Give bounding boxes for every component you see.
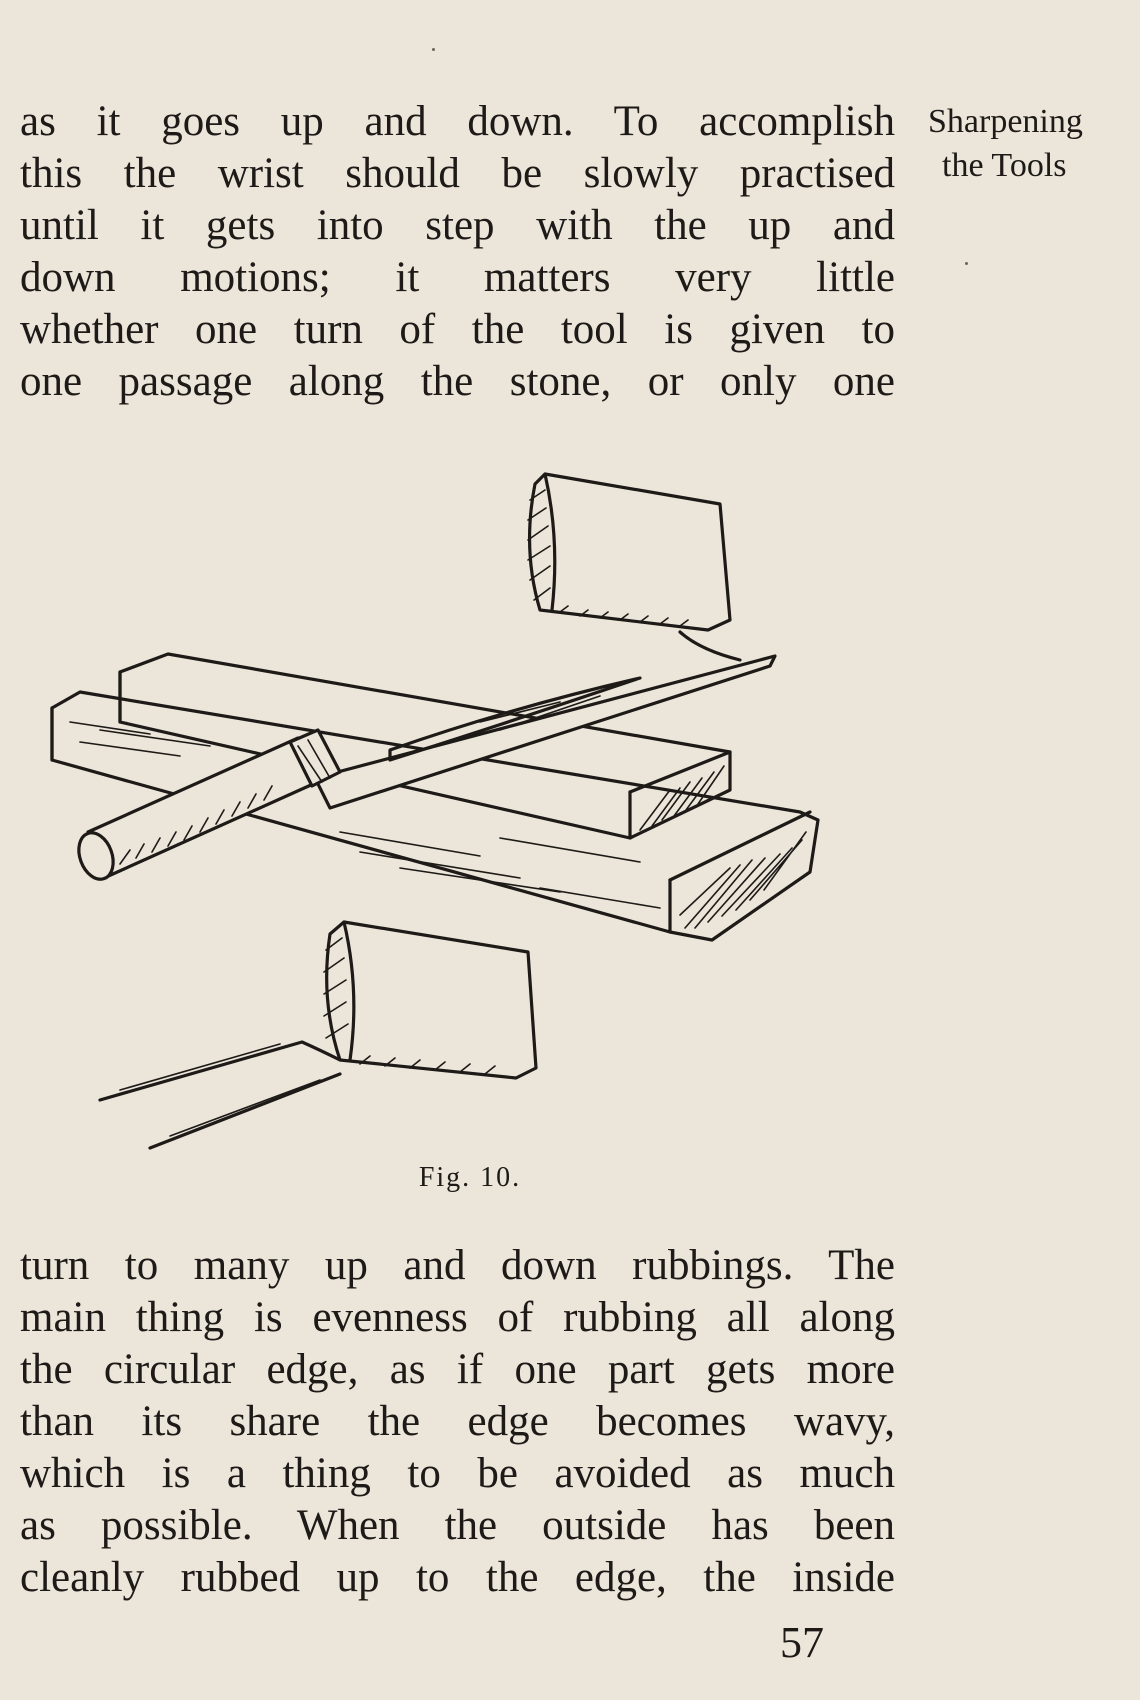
figure-illustration <box>40 460 900 1160</box>
gouge-sharpening-drawing <box>40 460 900 1160</box>
text-line: this the wrist should be slowly practised <box>20 150 895 197</box>
text-line: until it gets into step with the up and <box>20 202 895 249</box>
text-line: as possible. When the outside has been <box>20 1502 895 1549</box>
text-line: the circular edge, as if one part gets more <box>20 1346 895 1393</box>
gouge-tool <box>73 656 775 884</box>
paragraph-bottom <box>20 1240 895 1604</box>
text-line: turn to many up and down rubbings. The <box>20 1242 895 1289</box>
margin-heading <box>928 100 1128 188</box>
text-line: whether one turn of the tool is given to <box>20 306 895 353</box>
gouge-end-view-bottom <box>100 922 536 1148</box>
text-line: which is a thing to be avoided as much <box>20 1450 895 1497</box>
text-line: as it goes up and down. To accomplish <box>20 98 895 145</box>
text-line: main thing is evenness of rubbing all along <box>20 1294 895 1341</box>
text-line: than its share the edge becomes wavy, <box>20 1398 895 1445</box>
text-line: cleanly rubbed up to the edge, the inside <box>20 1554 895 1601</box>
speck <box>432 48 435 51</box>
gouge-end-view-top <box>528 474 740 660</box>
text-line: one passage along the stone, or only one <box>20 358 895 405</box>
figure-caption: Fig. 10. <box>418 1162 522 1193</box>
paragraph-top <box>20 96 895 408</box>
text-line: down motions; it matters very little <box>20 254 895 301</box>
margin-heading-line: the Tools <box>942 147 1067 184</box>
speck <box>965 262 968 265</box>
page-number: 57 <box>780 1618 824 1667</box>
margin-heading-line: Sharpening <box>928 103 1083 140</box>
